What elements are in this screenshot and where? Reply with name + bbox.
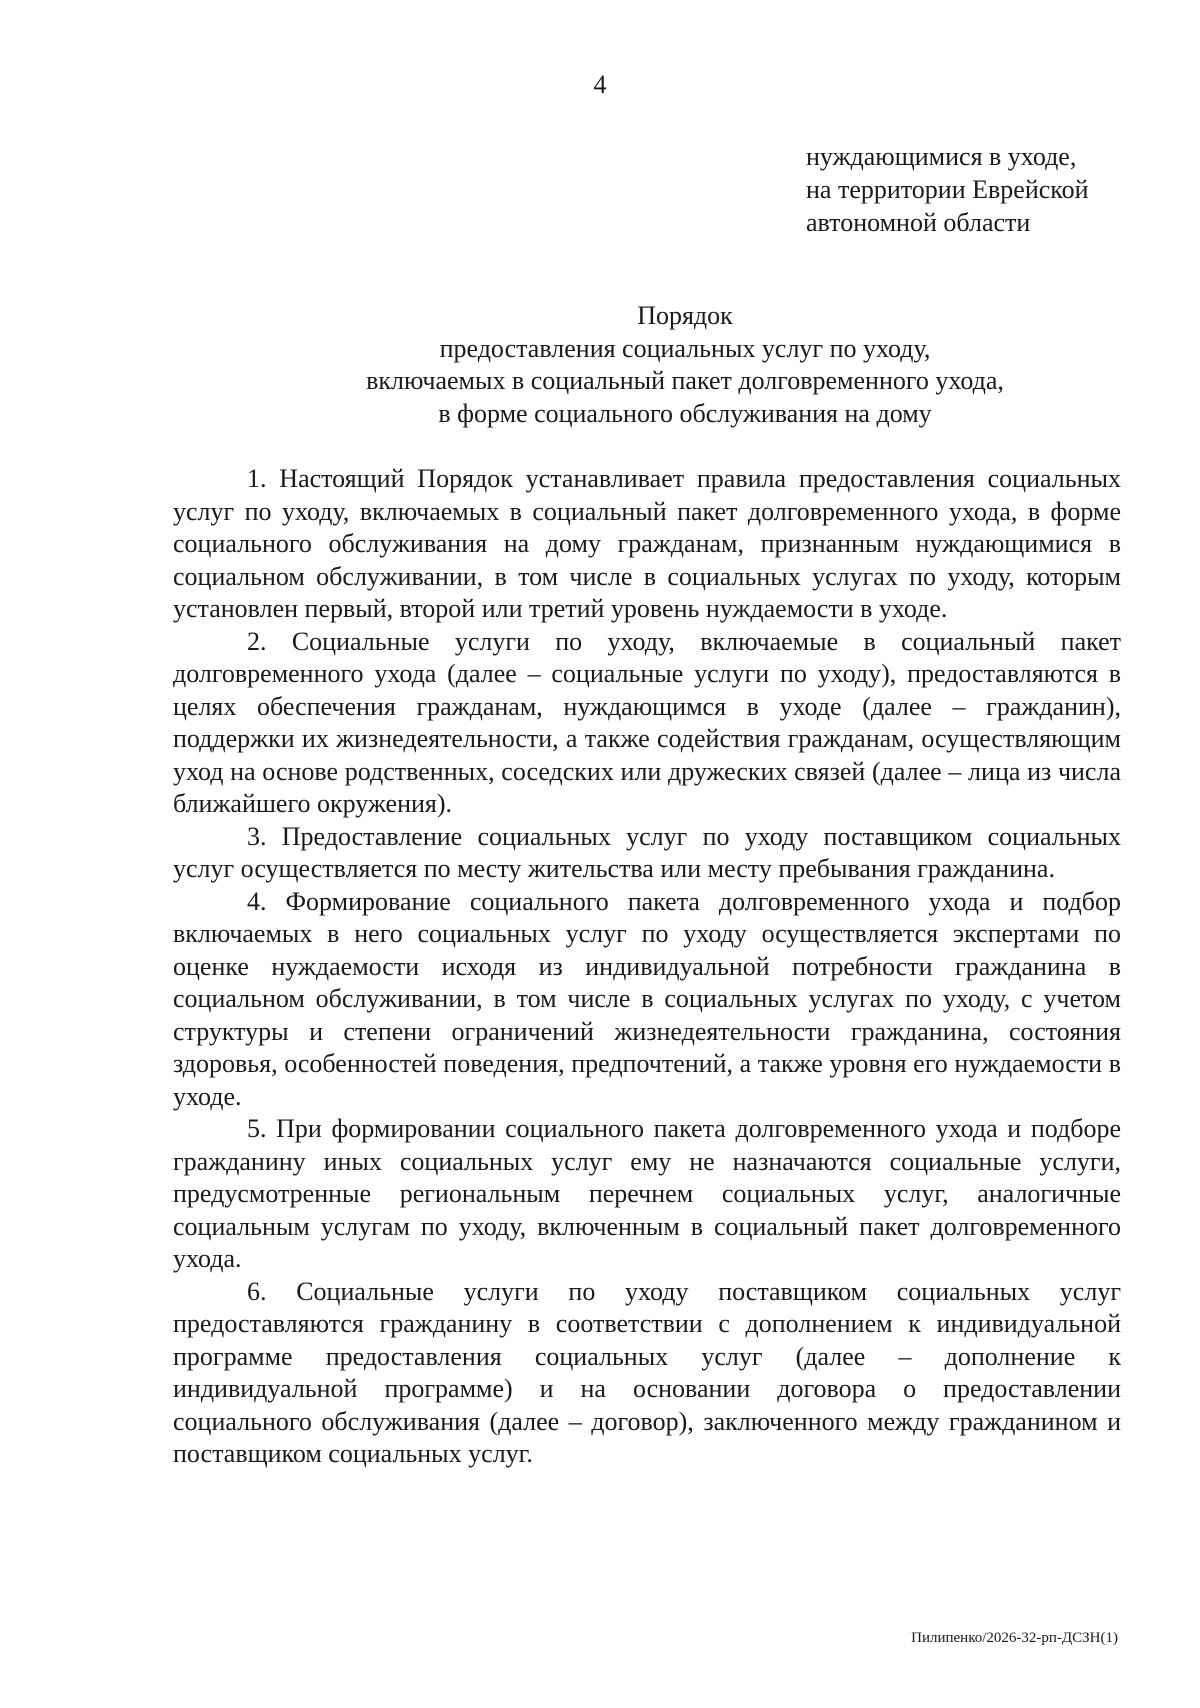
title-line: включаемых в социальный пакет долговременного ухода,: [366, 366, 1004, 395]
paragraph-6: 6. Социальные услуги по уходу поставщиком социальных услуг предоставляются гражданину в соответствии с дополнением к индивидуальной программе предоставления социальных услуг (далее – дополнение к индивидуальной программе) и на основании договора о предоставлении социального обслуживания (далее – договор), заключенного между гражданином и поставщиком социальных услуг.: [173, 1276, 1121, 1468]
paragraph-5: 5. При формировании социального пакета долговременного ухода и подборе гражданину иных социальных услуг ему не назначаются социальные услуги, предусмотренные региональным перечнем социальных услуг, аналогичные социальным услугам по уходу, включенным в социальный пакет долговременного ухода.: [173, 1114, 1121, 1273]
title-line: предоставления социальных услуг по уходу,: [439, 333, 931, 363]
page-number: 4: [593, 70, 607, 99]
header-continuation: [806, 140, 1089, 239]
paragraph-3: 3. Предоставление социальных услуг по уходу поставщиком социальных услуг осуществляется по месту жительства или месту пребывания гражданина.: [173, 821, 1121, 883]
paragraph-2: 2. Социальные услуги по уходу, включаемые в социальный пакет долговременного ухода (далее – социальные услуги по уходу), предоставляются в целях обеспечения гражданам, нуждающимся в уходе (далее – гражданин), поддержки их жизнедеятельности, а также содействия гражданам, осуществляющим уход на основе родственных, соседских или дружеских связей (далее – лица из числа ближайшего окружения).: [173, 626, 1121, 818]
footer-document-code: Пилипенко/2026-32-рп-ДСЗН(1): [911, 1630, 1118, 1646]
title-line: в форме социального обслуживания на дому: [438, 398, 932, 428]
paragraph-1: 1. Настоящий Порядок устанавливает правила предоставления социальных услуг по уходу, включаемых в социальный пакет долговременного ухода, в форме социального обслуживания на дому гражданам, признанным нуждающимися в социальном обслуживании, в том числе в социальных услугах по уходу, которым установлен первый, второй или третий уровень нуждаемости в уходе.: [173, 464, 1121, 623]
paragraph-4: 4. Формирование социального пакета долговременного ухода и подбор включаемых в него социальных услуг по уходу осуществляется экспертами по оценке нуждаемости исходя из индивидуальной потребности гражданина в социальном обслуживании, в том числе в социальных услугах по уходу, с учетом структуры и степени ограничений жизнедеятельности гражданина, состояния здоровья, особенностей поведения, предпочтений, а также уровня его нуждаемости в уходе.: [173, 886, 1121, 1111]
document-title: [0, 300, 1200, 430]
document-body: [173, 463, 1121, 1471]
header-line: нуждающимися в уходе,: [806, 142, 1077, 171]
header-line: автономной области: [806, 208, 1031, 237]
header-line: на территории Еврейской: [806, 175, 1089, 204]
title-line: Порядок: [637, 301, 733, 330]
